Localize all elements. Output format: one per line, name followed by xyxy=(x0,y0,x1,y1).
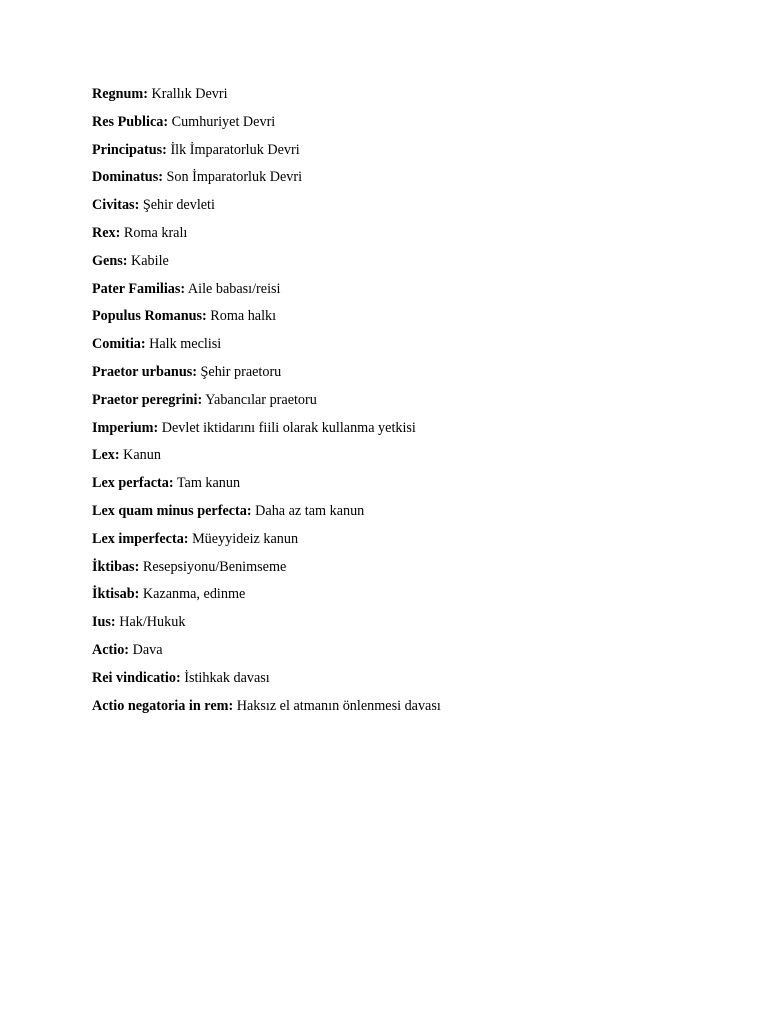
glossary-entry xyxy=(92,668,712,688)
entry-term: Gens: xyxy=(92,252,128,269)
glossary-entry xyxy=(92,445,712,465)
glossary-entry xyxy=(92,251,712,271)
entry-definition: Müeyyideiz kanun xyxy=(192,530,299,547)
entry-definition: Resepsiyonu/Benimseme xyxy=(142,558,287,575)
entry-definition: Aile babası/reisi xyxy=(187,280,281,297)
glossary-entry xyxy=(92,418,712,438)
entry-definition: Yabancılar praetoru xyxy=(205,391,317,408)
entry-definition: Kanun xyxy=(123,447,161,464)
entry-definition: Devlet iktidarını fiili olarak kullanma yetkisi xyxy=(161,419,416,436)
entry-definition: Haksız el atmanın önlenmesi davası xyxy=(236,697,441,714)
entry-definition: Krallık Devri xyxy=(151,86,228,102)
glossary-entry xyxy=(92,84,712,104)
glossary-entry xyxy=(92,195,712,215)
glossary-entry xyxy=(92,501,712,521)
glossary-entry xyxy=(92,473,712,493)
entry-term: Lex perfacta: xyxy=(92,475,174,492)
glossary-entry xyxy=(92,112,712,132)
glossary-entry xyxy=(92,640,712,660)
entry-term: Pater Familias: xyxy=(92,280,186,297)
entry-definition: İlk İmparatorluk Devri xyxy=(170,141,300,158)
glossary-entry xyxy=(92,612,712,632)
glossary-entry xyxy=(92,140,712,160)
entry-definition: Roma kralı xyxy=(123,224,188,241)
entry-term: Rei vindicatio: xyxy=(92,669,181,686)
entry-definition: Roma halkı xyxy=(210,308,277,325)
entry-definition: Halk meclisi xyxy=(149,336,222,353)
entry-term: Praetor urbanus: xyxy=(92,363,197,380)
entry-term: Regnum: xyxy=(92,86,148,102)
glossary-entry xyxy=(92,279,712,299)
entry-definition: Daha az tam kanun xyxy=(255,502,365,519)
entry-term: İktisab: xyxy=(92,586,140,603)
document-page xyxy=(92,84,712,723)
glossary-entry xyxy=(92,557,712,577)
glossary-entry xyxy=(92,334,712,354)
entry-term: Res Publica: xyxy=(92,113,169,130)
entry-term: Actio negatoria in rem: xyxy=(92,697,234,714)
entry-definition: Dava xyxy=(132,641,163,658)
entry-definition: Şehir devleti xyxy=(142,197,215,214)
entry-term: Lex quam minus perfecta: xyxy=(92,502,252,519)
entry-term: Dominatus: xyxy=(92,169,163,186)
entry-definition: Cumhuriyet Devri xyxy=(171,113,276,130)
entry-term: Imperium: xyxy=(92,419,159,436)
entry-definition: Son İmparatorluk Devri xyxy=(166,169,303,186)
entry-definition: Şehir praetoru xyxy=(200,363,282,380)
entry-term: Populus Romanus: xyxy=(92,308,207,325)
glossary-entry xyxy=(92,390,712,410)
entry-term: Comitia: xyxy=(92,336,146,353)
glossary-entry xyxy=(92,362,712,382)
entry-term: Lex imperfecta: xyxy=(92,530,189,547)
entry-term: Civitas: xyxy=(92,197,140,214)
glossary-entry xyxy=(92,529,712,549)
entry-term: Rex: xyxy=(92,224,121,241)
entry-term: Praetor peregrini: xyxy=(92,391,203,408)
glossary-entry xyxy=(92,306,712,326)
glossary-entry xyxy=(92,223,712,243)
glossary-entry xyxy=(92,584,712,604)
entry-definition: İstihkak davası xyxy=(184,669,270,686)
entry-definition: Tam kanun xyxy=(176,475,241,492)
entry-term: Principatus: xyxy=(92,141,167,158)
entry-term: Actio: xyxy=(92,641,130,658)
entry-term: Lex: xyxy=(92,447,120,464)
entry-definition: Hak/Hukuk xyxy=(119,614,186,631)
entry-definition: Kabile xyxy=(131,252,169,269)
glossary-entry xyxy=(92,167,712,187)
glossary-entry xyxy=(92,696,712,716)
entry-definition: Kazanma, edinme xyxy=(142,586,246,603)
entry-term: Ius: xyxy=(92,614,116,631)
entry-term: İktibas: xyxy=(92,558,140,575)
